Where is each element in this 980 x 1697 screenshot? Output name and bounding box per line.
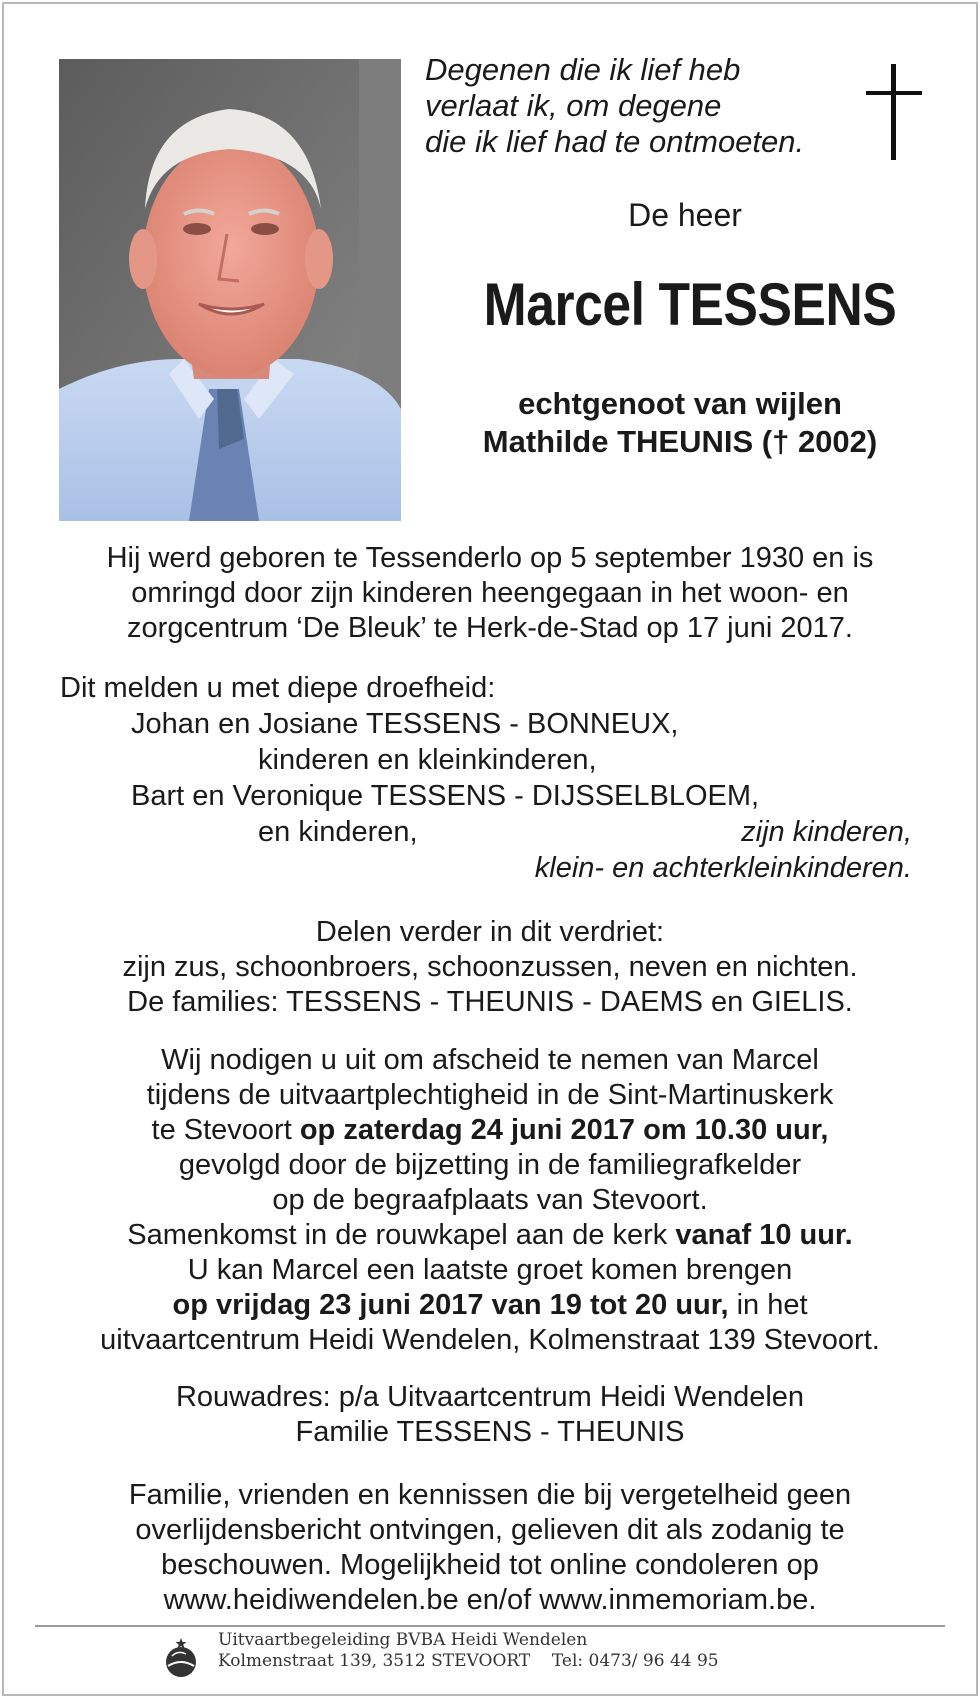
- quote-line: die ik lief had te ontmoeten.: [425, 124, 805, 159]
- text-line: [30, 1218, 950, 1253]
- announce-intro: Dit melden u met diepe droefheid:: [60, 672, 496, 704]
- text-line: Hij werd geboren te Tessenderlo op 5 september 1930 en is: [106, 542, 874, 574]
- company-contact: [160, 1651, 860, 1672]
- spouse-info: [420, 385, 940, 461]
- mourner-line: Johan en Josiane TESSENS - BONNEUX,: [131, 708, 679, 740]
- notice-paragraph: [30, 1478, 950, 1618]
- funeral-datetime: op zaterdag 24 juni 2017 om 10.30 uur,: [299, 1114, 829, 1146]
- text-line: Familie TESSENS - THEUNIS: [295, 1416, 685, 1448]
- text-line: [30, 1288, 950, 1323]
- mourner-line: en kinderen,: [258, 816, 418, 848]
- deceased-name: Marcel TESSENS: [483, 271, 897, 338]
- text-line: omringd door zijn kinderen heengegaan in het woon- en: [131, 577, 849, 609]
- text-line: Rouwadres: p/a Uitvaartcentrum Heidi Wendelen: [175, 1381, 805, 1413]
- spouse-line: echtgenoot van wijlen: [518, 386, 842, 421]
- text-part: Samenkomst in de rouwkapel aan de kerk: [127, 1219, 676, 1251]
- ceremony-paragraph: [30, 1043, 950, 1358]
- quote-line: verlaat ik, om degene: [425, 88, 722, 123]
- mourning-address: [30, 1380, 950, 1450]
- footer: [160, 1630, 860, 1672]
- text-line: De families: TESSENS - THEUNIS - DAEMS en GIELIS.: [127, 986, 853, 1018]
- text-line: Familie, vrienden en kennissen die bij vergetelheid geen: [128, 1479, 852, 1511]
- text-line: Delen verder in dit verdriet:: [315, 916, 665, 948]
- text-line: op de begraafplaats van Stevoort.: [272, 1184, 708, 1216]
- mourner-relation: zijn kinderen,: [741, 816, 912, 848]
- text-line: beschouwen. Mogelijkheid tot online condoleren op: [161, 1549, 819, 1581]
- mourner-line: kinderen en kleinkinderen,: [258, 744, 597, 776]
- company-phone: Tel: 0473/ 96 44 95: [551, 1651, 719, 1671]
- text-line: gevolgd door de bijzetting in de familiegrafkelder: [178, 1149, 802, 1181]
- text-line: U kan Marcel een laatste groet komen brengen: [187, 1254, 793, 1286]
- company-address: Kolmenstraat 139, 3512 STEVOORT: [218, 1651, 531, 1671]
- text-line: [30, 1113, 950, 1148]
- mourner-relation: klein- en achterkleinkinderen.: [534, 852, 912, 884]
- memorial-quote: [425, 52, 825, 160]
- cross-icon: [866, 64, 926, 160]
- spouse-line: Mathilde THEUNIS († 2002): [482, 424, 878, 459]
- text-line: www.heidiwendelen.be en/of www.inmemoriam.be.: [163, 1584, 817, 1616]
- footer-divider: [35, 1625, 945, 1627]
- quote-line: Degenen die ik lief heb: [425, 52, 741, 87]
- visitation-datetime: op vrijdag 23 juni 2017 van 19 tot 20 uur,: [172, 1289, 729, 1321]
- text-part: te Stevoort: [151, 1114, 300, 1146]
- text-part: in het: [728, 1289, 808, 1321]
- text-line: uitvaartcentrum Heidi Wendelen, Kolmenstraat 139 Stevoort.: [100, 1324, 880, 1356]
- text-line: zorgcentrum ‘De Bleuk’ te Herk-de-Stad op 17 juni 2017.: [127, 612, 853, 644]
- text-line: zijn zus, schoonbroers, schoonzussen, neven en nichten.: [122, 951, 858, 983]
- text-line: tijdens de uitvaartplechtigheid in de Sint-Martinuskerk: [146, 1079, 834, 1111]
- honorific: De heer: [628, 197, 742, 233]
- portrait-photo: [59, 59, 401, 521]
- sharing-paragraph: [30, 915, 950, 1020]
- gathering-time: vanaf 10 uur.: [675, 1219, 853, 1251]
- company-name: Uitvaartbegeleiding BVBA Heidi Wendelen: [218, 1630, 588, 1650]
- text-line: Wij nodigen u uit om afscheid te nemen van Marcel: [161, 1044, 819, 1076]
- mourner-line: Bart en Veronique TESSENS - DIJSSELBLOEM,: [131, 780, 760, 812]
- text-line: overlijdensbericht ontvingen, gelieven dit als zodanig te: [135, 1514, 845, 1546]
- birth-death-paragraph: [30, 541, 950, 646]
